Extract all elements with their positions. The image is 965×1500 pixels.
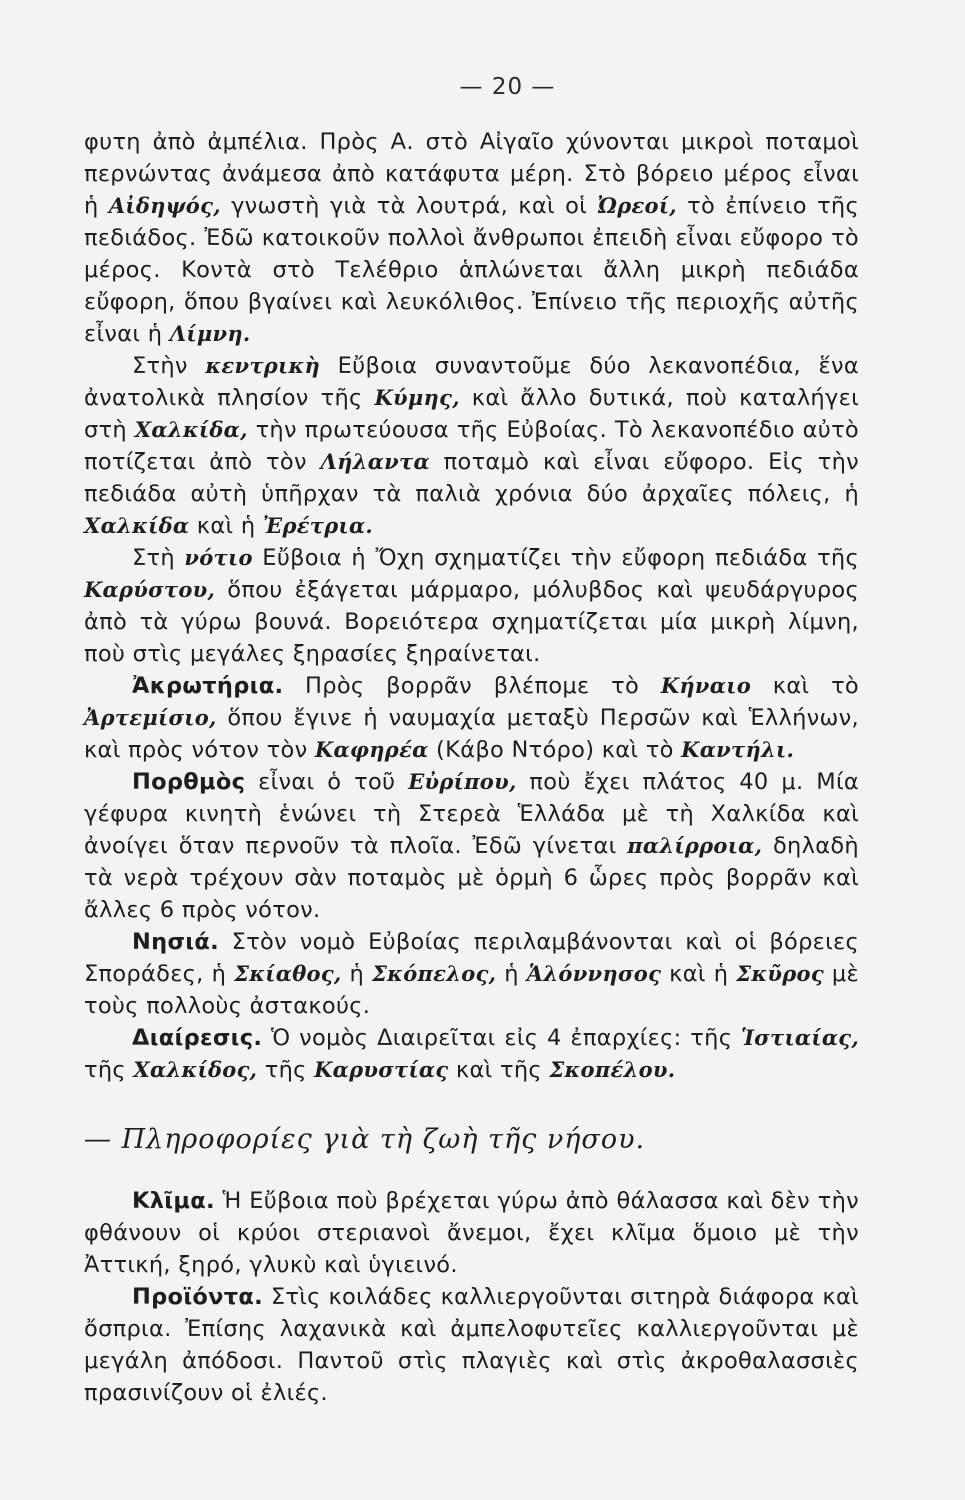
place-limni: Λίμνη. bbox=[169, 321, 251, 346]
paragraph-capes: Ἀκρωτήρια. Πρὸς βορρᾶν βλέπομε τὸ Κήναιο καὶ τὸ Ἀρτεμίσιο, ὅπου ἔγινε ἡ ναυμαχία μεταξὺ Περσῶν καὶ Ἑλλήνων, καὶ πρὸς νότον τὸν Καφηρέα (Κάβο Ντόρο) καὶ τὸ Καντήλι. bbox=[84, 673, 859, 763]
term-palirroia: παλίρροια, bbox=[627, 833, 763, 858]
place-skopelos: Σκόπελος, bbox=[372, 961, 497, 986]
place-chalkida-2: Χαλκίδα bbox=[84, 513, 190, 538]
heading-strait: Πορθμὸς bbox=[132, 769, 246, 795]
paragraph-south: Στὴ νότιο Εὔβοια ἡ Ὄχη σχηματίζει τὴν εὔφορη πεδιάδα τῆς Καρύστου, ὅπου ἐξάγεται μάρμαρο, μόλυβδος καὶ ψευδάργυρος ἀπὸ τὰ γύρω βουνά. Βορειότερα σχηματίζεται μία μικρὴ λίμνη, ποὺ στὶς μεγάλες ξηρασίες ξηραίνεται. bbox=[84, 545, 860, 667]
section-title: — Πληροφορίες γιὰ τὴ ζωὴ τῆς νήσου. bbox=[84, 1124, 646, 1155]
term-notio: νότιο bbox=[184, 545, 253, 570]
place-chalkida: Χαλκίδα, bbox=[134, 417, 248, 442]
place-skiathos: Σκίαθος, bbox=[234, 961, 342, 986]
place-chalkidos: Χαλκίδος, bbox=[133, 1057, 258, 1082]
paragraph-north: φυτη ἀπὸ ἀμπέλια. Πρὸς Α. στὸ Αἰγαῖο χύνονται μικροὶ ποταμοὶ περνώντας ἀνάμεσα ἀπὸ κατάφυτα μέρη. Στὸ βόρειο μέρος εἶναι ἡ Αἰδηψός, γνωστὴ γιὰ τὰ λουτρά, καὶ οἱ Ὠρεοί, τὸ ἐπίνειο τῆς πεδιάδος. Ἐδῶ κατοικοῦν πολλοὶ ἄνθρωποι ἐπειδὴ εἶναι εὔφορο τὸ μέρος. Κοντὰ στὸ Τελέθριο ἁπλώνεται ἄλλη μικρὴ πεδιάδα εὔφορη, ὅπου βγαίνει καὶ λευκόλιθος. Ἐπίνειο τῆς περιοχῆς αὐτῆς εἶναι ἡ Λίμνη. bbox=[84, 129, 859, 347]
paragraph-climate: Κλῖμα. Ἡ Εὔβοια ποὺ βρέχεται γύρω ἀπὸ θάλασσα καὶ δὲν τὴν φθάνουν οἱ κρύοι στεριανοὶ ἄνεμοι, ἔχει κλῖμα ὅμοιο μὲ τὴν Ἀττική, ξηρό, γλυκὺ καὶ ὑγιεινό. bbox=[84, 1188, 859, 1278]
place-karystos: Καρύστου, bbox=[84, 577, 216, 602]
place-kymi: Κύμης, bbox=[374, 385, 460, 410]
place-lilantas: Λήλαντα bbox=[320, 449, 430, 474]
heading-climate: Κλῖμα. bbox=[132, 1188, 215, 1214]
place-artemisio: Ἀρτεμίσιο, bbox=[84, 705, 217, 730]
paragraph-central: Στὴν κεντρικὴ Εὔβοια συναντοῦμε δύο λεκανοπέδια, ἕνα ἀνατολικὰ πλησίον τῆς Κύμης, καὶ ἄλλο δυτικά, ποὺ καταλήγει στὴ Χαλκίδα, τὴν πρωτεύουσα τῆς Εὐβοίας. Τὸ λεκανοπέδιο αὐτὸ ποτίζεται ἀπὸ τὸν Λήλαντα ποταμὸ καὶ εἶναι εὔφορο. Εἰς τὴν πεδιάδα αὐτὴ ὑπῆρχαν τὰ παλιὰ χρόνια δύο ἀρχαῖες πόλεις, ἡ Χαλκίδα καὶ ἡ Ἐρέτρια. bbox=[84, 353, 859, 539]
place-kafireas: Καφηρέα bbox=[314, 737, 429, 762]
place-evripos: Εὐρίπου, bbox=[408, 769, 517, 794]
heading-islands: Νησιά. bbox=[132, 929, 219, 955]
paragraph-islands: Νησιά. Στὸν νομὸ Εὐβοίας περιλαμβάνονται καὶ οἱ βόρειες Σποράδες, ἡ Σκίαθος, ἡ Σκόπελος, ἡ Ἁλόννησος καὶ ἡ Σκῦρος μὲ τοὺς πολλοὺς ἀστακούς. bbox=[84, 929, 859, 1019]
heading-capes: Ἀκρωτήρια. bbox=[132, 673, 284, 699]
place-kantili: Καντήλι. bbox=[681, 737, 795, 762]
paragraph-strait: Πορθμὸς εἶναι ὁ τοῦ Εὐρίπου, ποὺ ἔχει πλάτος 40 μ. Μία γέφυρα κινητὴ ἑνώνει τὴ Στερεὰ Ἑλλάδα μὲ τὴ Χαλκίδα καὶ ἀνοίγει ὅταν περνοῦν τὰ πλοῖα. Ἐδῶ γίνεται παλίρροια, δηλαδὴ τὰ νερὰ τρέχουν σὰν ποταμὸς μὲ ὁρμὴ 6 ὧρες πρὸς βορρᾶν καὶ ἄλλες 6 πρὸς νότον. bbox=[84, 769, 859, 923]
place-kinaio: Κήναιο bbox=[660, 673, 752, 698]
place-karystia: Καρυστίας bbox=[314, 1057, 449, 1082]
place-skyros: Σκῦρος bbox=[736, 961, 824, 986]
place-oreoi: Ὠρεοί, bbox=[597, 193, 677, 218]
paragraph-division: Διαίρεσις. Ὁ νομὸς Διαιρεῖται εἰς 4 ἐπαρχίες: τῆς Ἱστιαίας, τῆς Χαλκίδος, τῆς Καρυστίας καὶ τῆς Σκοπέλου. bbox=[84, 1025, 859, 1083]
heading-division: Διαίρεσις. bbox=[132, 1025, 263, 1051]
place-eretria: Ἐρέτρια. bbox=[262, 513, 374, 538]
page-number: — 20 — bbox=[459, 74, 556, 100]
place-istiaia: Ἱστιαίας, bbox=[740, 1025, 859, 1050]
heading-products: Προϊόντα. bbox=[132, 1284, 264, 1310]
place-alonnisos: Ἁλόννησος bbox=[526, 961, 662, 986]
place-aidipsos: Αἰδηψός, bbox=[108, 193, 221, 218]
term-kentriki: κεντρικὴ bbox=[205, 353, 321, 378]
paragraph-products: Προϊόντα. Στὶς κοιλάδες καλλιεργοῦνται σιτηρὰ διάφορα καὶ ὄσπρια. Ἐπίσης λαχανικὰ καὶ ἀμπελοφυτεῖες καλλιεργοῦνται μὲ μεγάλη ἀπόδοσι. Παντοῦ στὶς πλαγιὲς καὶ στὶς ἀκροθαλασσιὲς πρασινίζουν οἱ ἐλιές. bbox=[84, 1284, 859, 1406]
place-skopelou: Σκοπέλου. bbox=[549, 1057, 676, 1082]
